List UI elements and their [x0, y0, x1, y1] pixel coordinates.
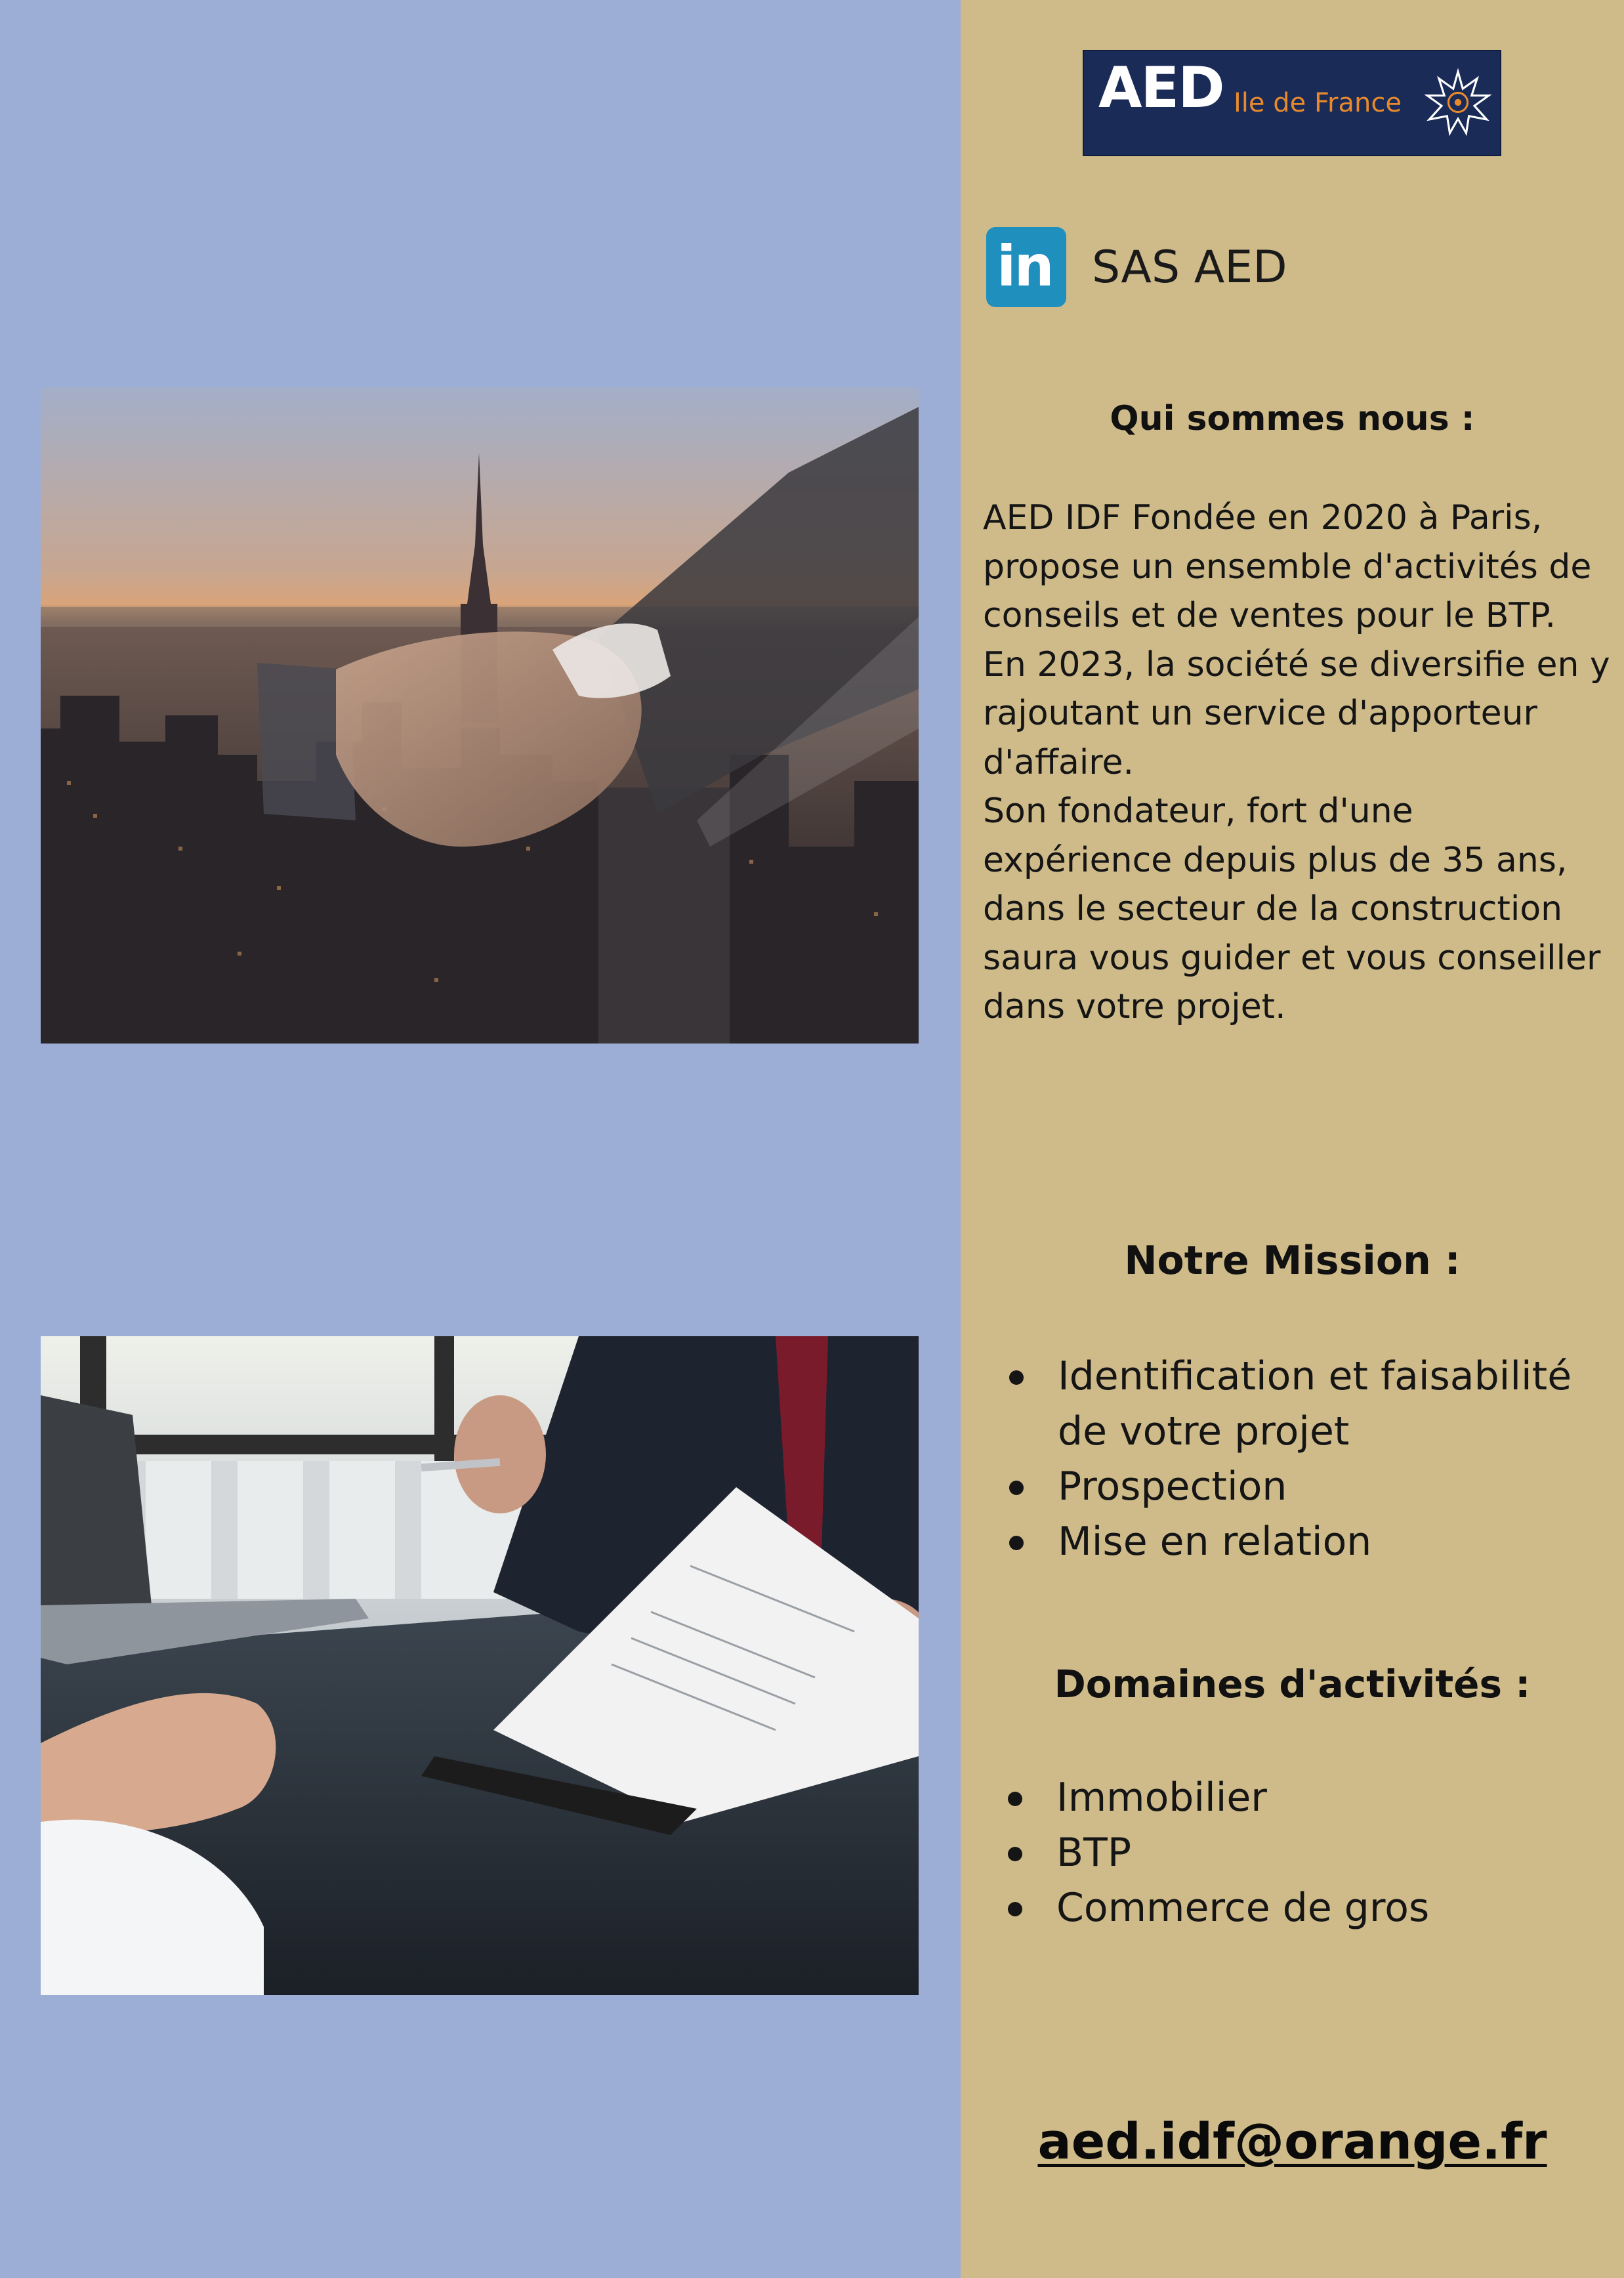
about-paragraph: AED IDF Fondée en 2020 à Paris, propose un ensemble d'activités de conseils et de ventes pour le BTP. [983, 498, 1592, 635]
domains-heading: Domaines d'activités : [1054, 1662, 1531, 1706]
logo-subtitle: Ile de France [1234, 88, 1402, 118]
list-item: Identification et faisabilité de votre projet [1009, 1349, 1600, 1459]
right-column [961, 0, 1624, 2278]
mission-heading: Notre Mission : [1124, 1238, 1461, 1284]
compass-star-icon [1424, 68, 1492, 137]
meeting-photo [41, 1336, 919, 1995]
mission-list [1009, 1349, 1600, 1569]
list-item: Immobilier [1008, 1770, 1598, 1825]
about-paragraph: Son fondateur, fort d'une expérience depuis plus de 35 ans, dans le secteur de la construction saura vous guider et vous conseiller dans votre projet. [983, 791, 1601, 1026]
contact-email-link[interactable]: aed.idf@orange.fr [1037, 2112, 1547, 2170]
about-paragraph: En 2023, la société se diversifie en y rajoutant un service d'apporteur d'affaire. [983, 644, 1610, 782]
linkedin-name: SAS AED [1092, 242, 1287, 293]
domains-list [1008, 1770, 1598, 1935]
company-logo [1083, 50, 1501, 156]
logo-main-text: AED [1098, 55, 1224, 121]
list-item: BTP [1008, 1825, 1598, 1880]
list-item: Mise en relation [1009, 1514, 1600, 1569]
about-heading: Qui sommes nous : [1110, 399, 1475, 438]
list-item: Commerce de gros [1008, 1880, 1598, 1935]
linkedin-icon[interactable]: in [986, 227, 1066, 307]
about-text [983, 494, 1613, 1032]
handshake-city-photo [41, 387, 919, 1044]
list-item: Prospection [1009, 1459, 1600, 1514]
